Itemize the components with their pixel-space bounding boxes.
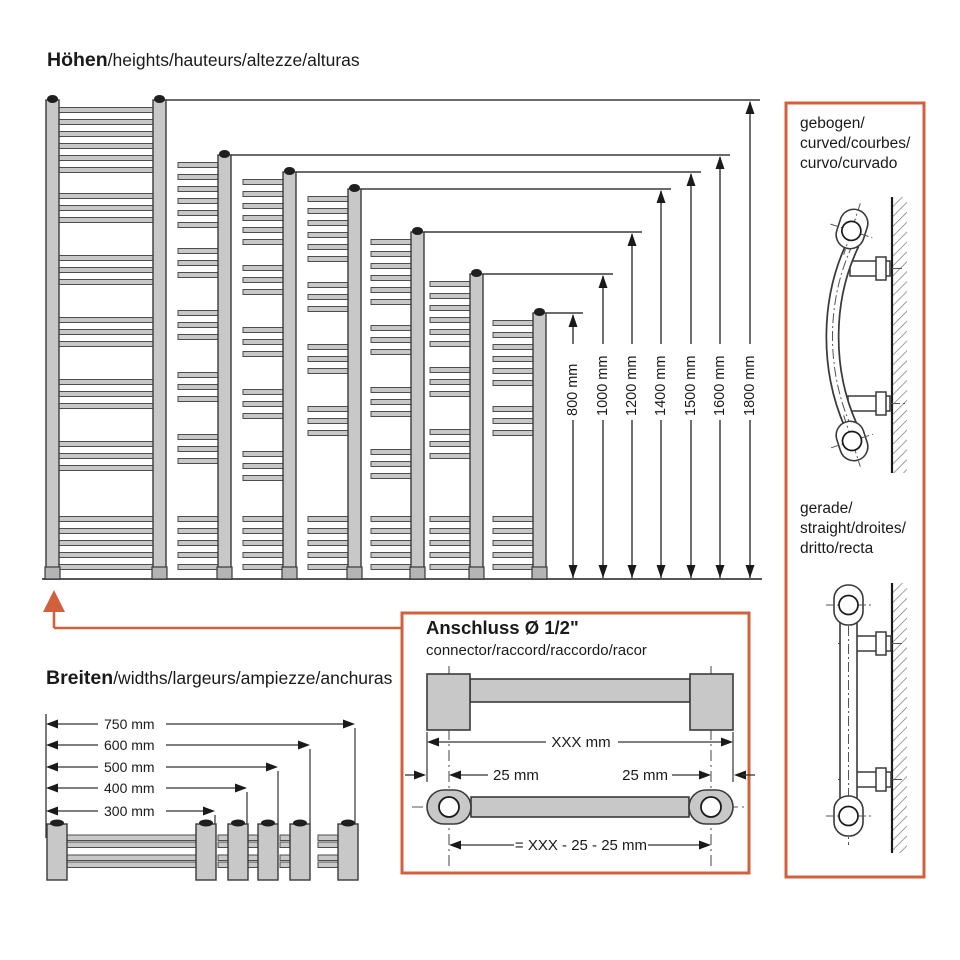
- radiator-right-post: [470, 274, 483, 577]
- widths-post-500mm: [248, 820, 278, 881]
- height-dimension-1800mm: [742, 101, 758, 578]
- width-dim-label: 500 mm: [104, 759, 155, 775]
- height-dim-label: 1500 mm: [683, 355, 699, 416]
- curved-label: [800, 114, 910, 174]
- height-dim-label: 1000 mm: [595, 355, 611, 416]
- radiator-800mm: [493, 308, 583, 579]
- radiator-right-post: [411, 232, 424, 577]
- radiator-right-post: [348, 189, 361, 577]
- width-dim-label: 300 mm: [104, 803, 155, 819]
- height-dim-label: 1200 mm: [624, 355, 640, 416]
- height-dimension-1500mm: [683, 173, 699, 578]
- radiator-1600mm: [178, 150, 730, 579]
- connector-total-dim-label: XXX mm: [551, 734, 611, 751]
- width-dim-label: 400 mm: [104, 780, 155, 796]
- radiator-right-post: [218, 155, 231, 577]
- connector-subtitle: connector/raccord/raccordo/racor: [426, 642, 647, 659]
- width-dim-label: 750 mm: [104, 716, 155, 732]
- connector-tube: [471, 797, 689, 817]
- connector-right-port: [701, 797, 721, 817]
- widths-post-600mm: [280, 820, 310, 881]
- connector-top-crossbar: [470, 679, 690, 702]
- width-dimension-750mm: [46, 716, 355, 824]
- curved-label-line1: gebogen/: [800, 115, 865, 132]
- connector-top-right-block: [690, 674, 733, 730]
- curved-label-line2: curved/courbes/: [800, 135, 911, 152]
- height-dimension-1400mm: [653, 190, 669, 578]
- radiator-right-post: [153, 100, 166, 577]
- height-dim-label: 1400 mm: [653, 355, 669, 416]
- connector-left-offset-label: 25 mm: [493, 767, 539, 784]
- height-dimension-800mm: [565, 314, 581, 578]
- straight-label-line3: dritto/recta: [800, 540, 874, 557]
- height-dimension-1200mm: [624, 233, 640, 578]
- connector-title: Anschluss Ø 1/2": [426, 617, 579, 638]
- heights-title-primary: Höhen: [47, 49, 108, 71]
- curved-label-line3: curvo/curvado: [800, 155, 898, 172]
- width-dim-label: 600 mm: [104, 737, 155, 753]
- radiator-1400mm: [308, 184, 671, 579]
- connector-top-left-block: [427, 674, 470, 730]
- widths-post-400mm: [218, 820, 248, 881]
- widths-title-secondary: /widths/largeurs/ampiezze/anchuras: [113, 668, 393, 688]
- widths-diagram: [46, 714, 358, 880]
- widths-title: [46, 667, 392, 690]
- radiator-left-post: [46, 100, 59, 577]
- widths-left-post: [47, 824, 67, 880]
- connector-reference-arrow: [43, 590, 402, 628]
- width-dimension-500mm: [46, 759, 278, 824]
- straight-label-line1: gerade/: [800, 500, 853, 517]
- straight-label-line2: straight/droites/: [800, 520, 906, 537]
- height-dim-label: 1800 mm: [742, 355, 758, 416]
- straight-label: [800, 499, 906, 559]
- width-dimension-300mm: [46, 803, 215, 824]
- radiator-right-post: [283, 172, 296, 577]
- connector-left-port: [439, 797, 459, 817]
- connector-result-dim-label: = XXX - 25 - 25 mm: [514, 837, 648, 854]
- radiator-right-post: [533, 313, 546, 577]
- widths-post-750mm: [318, 820, 358, 881]
- height-dimension-1600mm: [712, 156, 728, 578]
- widths-title-primary: Breiten: [46, 667, 114, 689]
- heights-title: [47, 49, 360, 72]
- height-dim-label: 1600 mm: [712, 355, 728, 416]
- straight-model-drawing: [826, 583, 907, 853]
- heights-diagram: [42, 95, 762, 579]
- curved-model-drawing: [823, 197, 907, 474]
- heights-title-secondary: /heights/hauteurs/altezze/alturas: [107, 50, 360, 70]
- connector-right-offset-label: 25 mm: [622, 767, 668, 784]
- height-dim-label: 800 mm: [565, 363, 581, 416]
- side-panel-diagrams: [786, 103, 924, 877]
- widths-post-300mm: [196, 820, 216, 881]
- height-dimension-1000mm: [595, 275, 611, 578]
- connector-title-block: [426, 617, 647, 659]
